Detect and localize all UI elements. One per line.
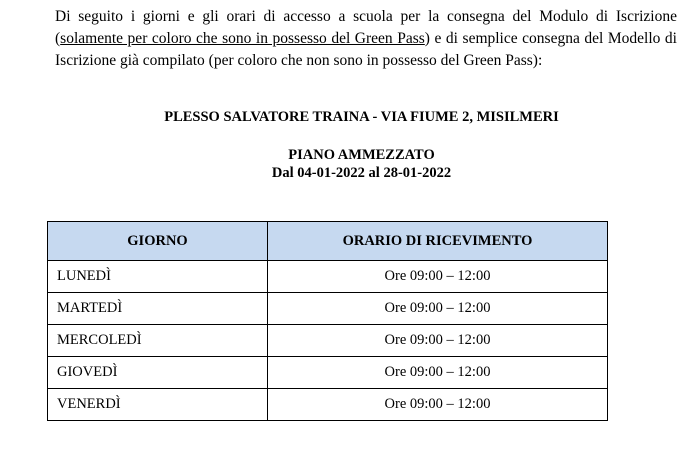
table-header-row (48, 222, 608, 261)
intro-text-part-1: Di seguito i giorni e gli orari di accesso a scuola per la consegna del Modulo di Iscrizione ( (55, 8, 677, 47)
time-cell: Ore 09:00 – 12:00 (268, 357, 608, 389)
table-row (48, 389, 608, 421)
time-cell: Ore 09:00 – 12:00 (268, 261, 608, 293)
floor-heading: PIANO AMMEZZATO (288, 147, 435, 163)
time-cell: Ore 09:00 – 12:00 (268, 293, 608, 325)
time-cell: Ore 09:00 – 12:00 (268, 389, 608, 421)
table-row (48, 357, 608, 389)
time-cell: Ore 09:00 – 12:00 (268, 325, 608, 357)
day-cell: VENERDÌ (48, 389, 268, 421)
day-cell: GIOVEDÌ (48, 357, 268, 389)
intro-text-part-2: ) e di semplice consegna del Modello di Iscrizione già compilato (per coloro che non sono in possesso del Green Pass): (55, 30, 677, 69)
header-orario: ORARIO DI RICEVIMENTO (268, 222, 608, 261)
table-row (48, 293, 608, 325)
day-cell: LUNEDÌ (48, 261, 268, 293)
intro-paragraph (55, 6, 677, 72)
period-heading: Dal 04-01-2022 al 28-01-2022 (271, 165, 452, 181)
table-row (48, 325, 608, 357)
header-giorno: GIORNO (48, 222, 268, 261)
intro-underlined-text: solamente per coloro che sono in possesso del Green Pass (60, 30, 425, 47)
table-row (48, 261, 608, 293)
day-cell: MERCOLEDÌ (48, 325, 268, 357)
schedule-table (47, 221, 608, 421)
plesso-heading: PLESSO SALVATORE TRAINA - VIA FIUME 2, MISILMERI (164, 109, 559, 125)
day-cell: MARTEDÌ (48, 293, 268, 325)
